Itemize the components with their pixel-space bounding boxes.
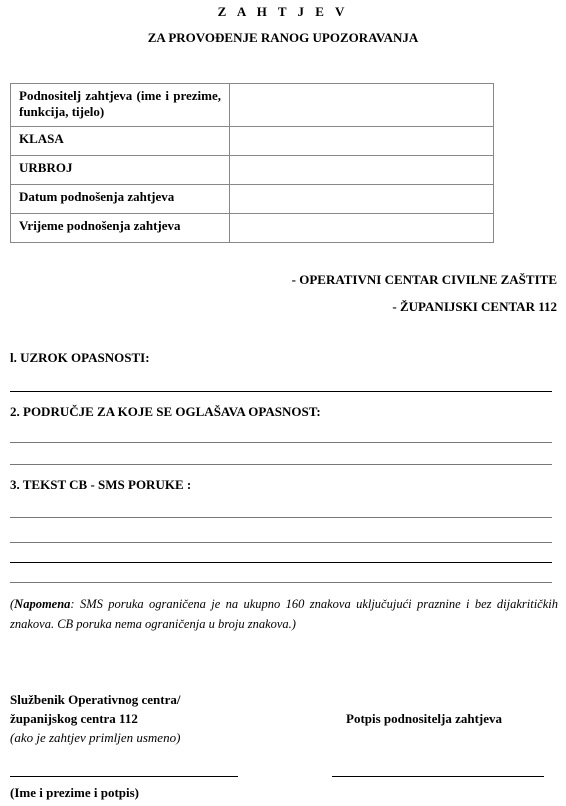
time-label: Vrijeme podnošenja zahtjeva — [11, 214, 230, 243]
message-input-line-2[interactable] — [10, 542, 552, 543]
request-info-table — [10, 83, 494, 243]
section-message-text: 3. TEKST CB - SMS PORUKE : — [10, 477, 192, 492]
message-input-line-4[interactable] — [10, 582, 552, 583]
table-row — [11, 214, 494, 243]
applicant-label: Podnositelj zahtjeva (ime i prezime, funkcija, tijelo) — [11, 84, 230, 127]
urbroj-field[interactable] — [230, 156, 494, 185]
officer-title-line2: županijskog centra 112 — [10, 711, 138, 726]
urbroj-label: URBROJ — [11, 156, 230, 185]
applicant-signature-line[interactable] — [332, 776, 544, 777]
officer-signature-line[interactable] — [10, 776, 238, 777]
officer-block — [10, 690, 180, 747]
table-row — [11, 84, 494, 127]
table-row — [11, 127, 494, 156]
message-input-line-1[interactable] — [10, 517, 552, 518]
officer-note: (ako je zahtjev primljen usmeno) — [10, 730, 181, 745]
date-label: Datum podnošenja zahtjeva — [11, 185, 230, 214]
section-area: 2. PODRUČJE ZA KOJE SE OGLAŠAVA OPASNOST: — [10, 404, 321, 419]
recipient-civil-protection: - OPERATIVNI CENTAR CIVILNE ZAŠTITE — [291, 272, 557, 287]
time-field[interactable] — [230, 214, 494, 243]
klasa-field[interactable] — [230, 127, 494, 156]
document-subtitle: ZA PROVOĐENJE RANOG UPOZORAVANJA — [147, 30, 419, 45]
note-label: Napomena — [14, 597, 71, 611]
cause-input-line[interactable] — [10, 391, 552, 392]
applicant-field[interactable] — [230, 84, 494, 127]
table-row — [11, 156, 494, 185]
sms-note — [10, 594, 558, 634]
document-title: Z A H T J E V — [217, 4, 349, 19]
area-input-line-2[interactable] — [10, 464, 552, 465]
officer-title-line1: Službenik Operativnog centra/ — [10, 692, 181, 707]
klasa-label: KLASA — [11, 127, 230, 156]
date-field[interactable] — [230, 185, 494, 214]
table-row — [11, 185, 494, 214]
name-and-signature-label: (Ime i prezime i potpis) — [10, 785, 140, 800]
recipient-county-center: - ŽUPANIJSKI CENTAR 112 — [392, 299, 557, 314]
note-text: : SMS poruka ograničena je na ukupno 160 znakova uključujući praznine i bez dijakritičkih znakova. CB poruka nema ograničenja u broju znakova.) — [10, 597, 558, 631]
section-cause-of-danger: l. UZROK OPASNOSTI: — [10, 350, 150, 365]
area-input-line-1[interactable] — [10, 442, 552, 443]
note-open-paren: ( — [10, 597, 15, 611]
message-input-line-3[interactable] — [10, 562, 552, 563]
applicant-signature-label: Potpis podnositelja zahtjeva — [346, 711, 502, 726]
